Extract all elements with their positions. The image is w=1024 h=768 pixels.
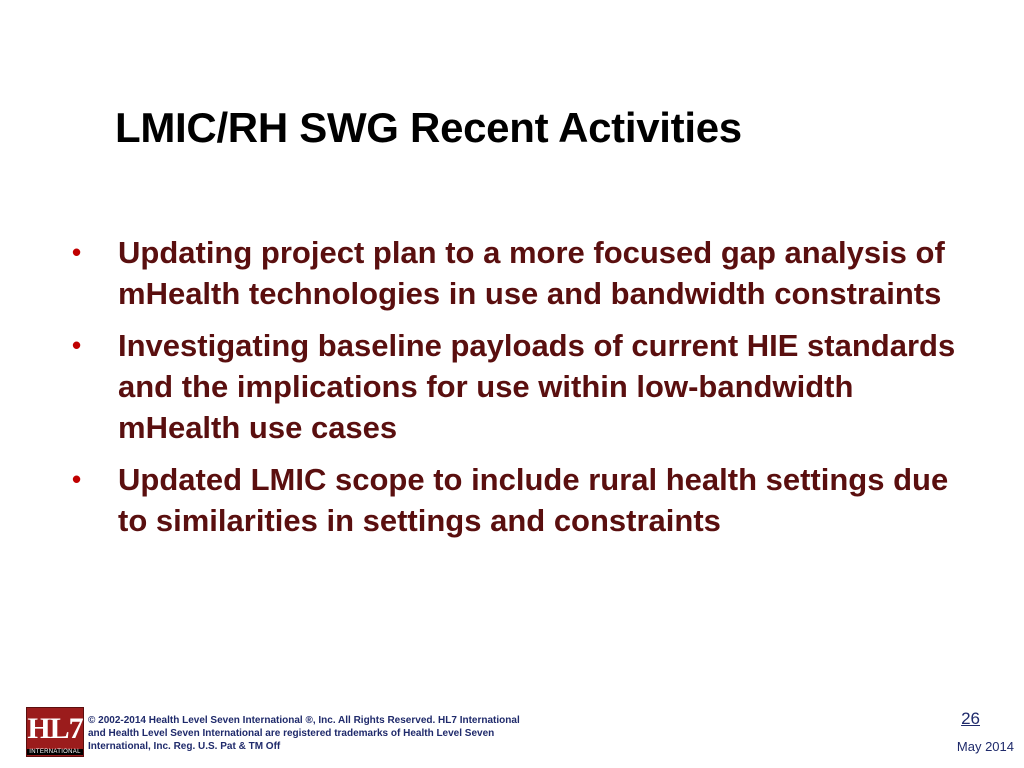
bullet-list (72, 232, 972, 552)
bullet-text: Updating project plan to a more focused gap analysis of mHealth technologies in use and bandwidth constraints (118, 235, 945, 311)
bullet-item (72, 459, 972, 541)
bullet-marker-icon: • (72, 330, 82, 360)
logo-subtext: INTERNATIONAL (27, 749, 83, 755)
bullet-marker-icon: • (72, 237, 82, 267)
bullet-marker-icon: • (72, 464, 82, 494)
page-number: 26 (961, 709, 980, 728)
slide-title: LMIC/RH SWG Recent Activities (115, 104, 742, 151)
bullet-item (72, 325, 972, 448)
copyright-notice: © 2002-2014 Health Level Seven International ®, Inc. All Rights Reserved. HL7 International and Health Level Seven International are registered trademarks of Health Level Seven International, Inc. Reg. U.S. Pat & TM Off (88, 715, 520, 752)
logo-text: HL7 (27, 712, 83, 745)
bullet-text: Updated LMIC scope to include rural health settings due to similarities in settings and constraints (118, 462, 949, 538)
slide-date: May 2014 (956, 739, 1014, 754)
bullet-text: Investigating baseline payloads of current HIE standards and the implications for use within low-bandwidth mHealth use cases (118, 328, 956, 445)
hl7-logo (26, 707, 84, 757)
bullet-item (72, 232, 972, 314)
